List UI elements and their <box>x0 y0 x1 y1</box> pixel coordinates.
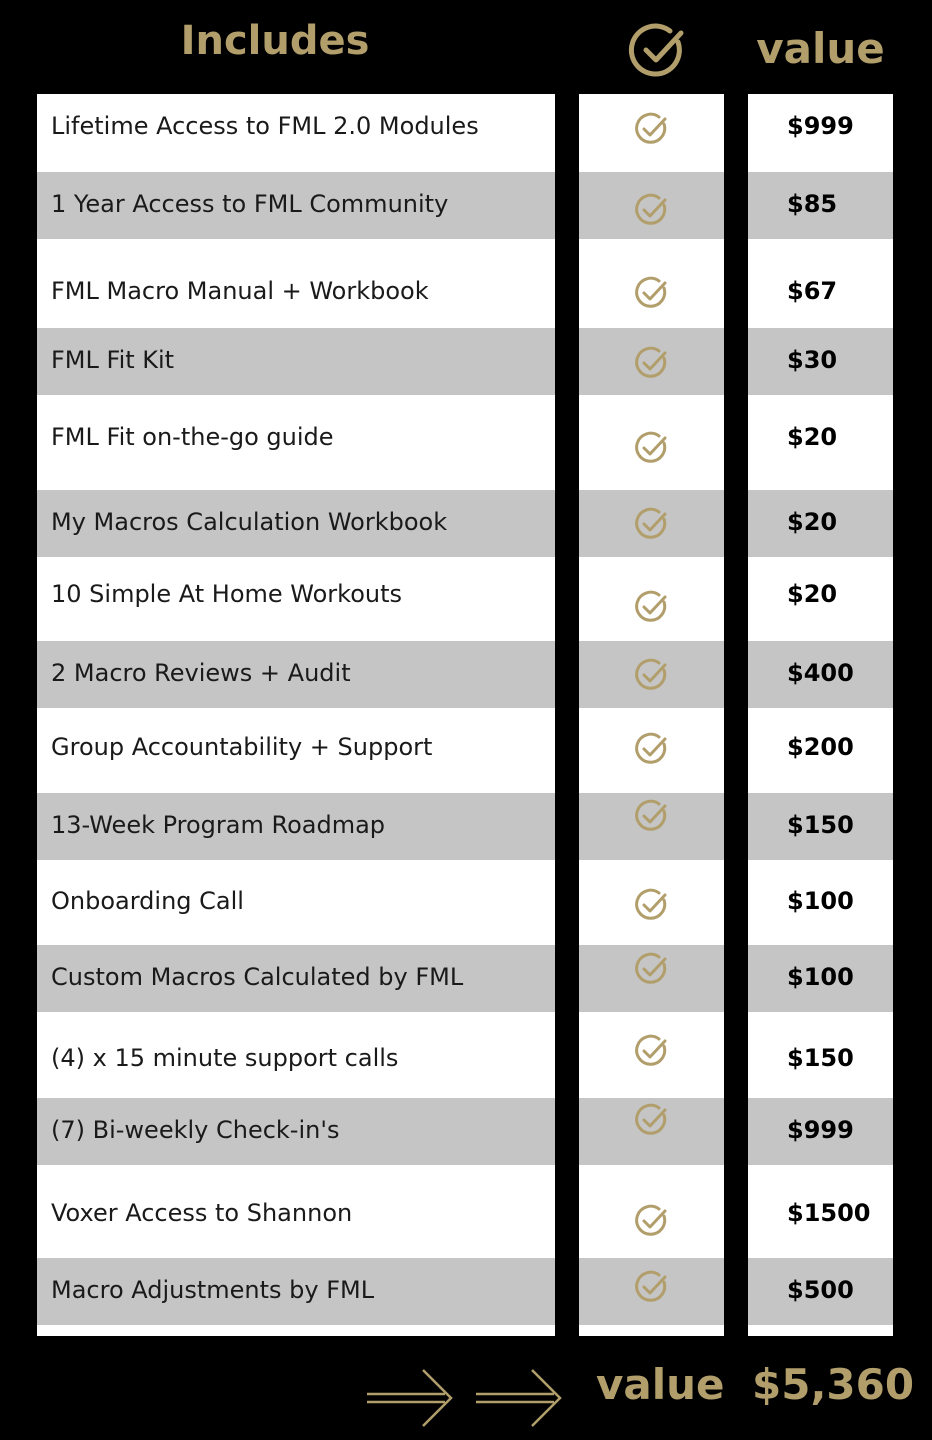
item-label: 13-Week Program Roadmap <box>51 811 386 839</box>
check-circle-icon <box>634 275 670 311</box>
table-row <box>748 1012 893 1098</box>
table-row <box>579 395 724 490</box>
item-value: $20 <box>787 580 838 608</box>
table-row <box>579 94 724 172</box>
check-circle-icon <box>628 20 688 80</box>
table-row <box>579 557 724 641</box>
check-circle-icon <box>634 1102 670 1138</box>
table-row <box>748 708 893 793</box>
check-circle-icon <box>634 951 670 987</box>
table-row <box>579 172 724 239</box>
table-row <box>37 94 555 172</box>
table-row <box>748 945 893 1012</box>
table-row <box>579 1258 724 1325</box>
item-label: 1 Year Access to FML Community <box>51 190 449 218</box>
table-row <box>37 1165 555 1258</box>
check-circle-icon <box>634 798 670 834</box>
table-row <box>579 793 724 860</box>
table-row <box>748 94 893 172</box>
table-row <box>37 641 555 708</box>
item-label: 2 Macro Reviews + Audit <box>51 659 351 687</box>
table-row <box>37 945 555 1012</box>
item-value: $150 <box>787 811 854 839</box>
includes-heading: Includes <box>180 18 370 64</box>
check-circle-icon <box>634 657 670 693</box>
check-circle-icon <box>634 1203 670 1239</box>
table-row <box>748 1165 893 1258</box>
table-row <box>37 708 555 793</box>
item-label: Voxer Access to Shannon <box>51 1199 353 1227</box>
item-value: $500 <box>787 1276 854 1304</box>
table-row <box>579 239 724 328</box>
table-row <box>579 945 724 1012</box>
total-value-label: value <box>596 1360 725 1409</box>
check-circle-icon <box>634 345 670 381</box>
item-label: 10 Simple At Home Workouts <box>51 580 403 608</box>
arrow-right-icon <box>474 1368 564 1428</box>
check-circle-icon <box>634 589 670 625</box>
table-row <box>748 1258 893 1325</box>
table-row <box>748 239 893 328</box>
table-row <box>37 860 555 945</box>
total-value-amount: $5,360 <box>752 1360 915 1409</box>
table-row <box>579 1165 724 1258</box>
check-circle-icon <box>634 111 670 147</box>
item-value: $200 <box>787 733 854 761</box>
table-row <box>748 1098 893 1165</box>
check-circle-icon <box>634 506 670 542</box>
table-row <box>37 1098 555 1165</box>
item-label: FML Fit on-the-go guide <box>51 423 334 451</box>
item-value: $400 <box>787 659 854 687</box>
table-row <box>37 328 555 395</box>
item-value: $85 <box>787 190 838 218</box>
item-label: Macro Adjustments by FML <box>51 1276 375 1304</box>
item-label: My Macros Calculation Workbook <box>51 508 448 536</box>
table-row <box>748 641 893 708</box>
item-value: $150 <box>787 1044 854 1072</box>
table-row <box>579 490 724 557</box>
check-circle-icon <box>634 192 670 228</box>
table-row <box>37 395 555 490</box>
table-row <box>748 395 893 490</box>
table-row <box>748 557 893 641</box>
table-row <box>579 1098 724 1165</box>
table-row <box>37 1258 555 1325</box>
item-value: $30 <box>787 346 838 374</box>
table-row <box>579 1012 724 1098</box>
table-row <box>37 490 555 557</box>
check-circle-icon <box>634 430 670 466</box>
check-circle-icon <box>634 731 670 767</box>
item-value: $20 <box>787 423 838 451</box>
check-circle-icon <box>634 1033 670 1069</box>
table-row <box>579 860 724 945</box>
item-value: $100 <box>787 963 854 991</box>
check-circle-icon <box>634 887 670 923</box>
table-row <box>37 239 555 328</box>
item-label: FML Macro Manual + Workbook <box>51 277 429 305</box>
item-label: Onboarding Call <box>51 887 244 915</box>
table-row <box>37 793 555 860</box>
table-row <box>748 490 893 557</box>
table-row <box>748 328 893 395</box>
item-label: Custom Macros Calculated by FML <box>51 963 464 991</box>
table-row <box>37 172 555 239</box>
item-label: Lifetime Access to FML 2.0 Modules <box>51 112 479 140</box>
table-row <box>748 793 893 860</box>
item-label: FML Fit Kit <box>51 346 175 374</box>
item-value: $100 <box>787 887 854 915</box>
arrow-right-icon <box>365 1368 455 1428</box>
item-value: $67 <box>787 277 838 305</box>
value-column <box>748 94 893 1336</box>
item-value: $1500 <box>787 1199 871 1227</box>
value-heading: value <box>756 24 885 73</box>
table-row <box>37 1012 555 1098</box>
item-label: (4) x 15 minute support calls <box>51 1044 399 1072</box>
item-value: $999 <box>787 112 854 140</box>
table-row <box>748 172 893 239</box>
table-row <box>748 860 893 945</box>
item-value: $999 <box>787 1116 854 1144</box>
check-column <box>579 94 724 1336</box>
item-value: $20 <box>787 508 838 536</box>
check-circle-icon <box>634 1269 670 1305</box>
table-row <box>579 641 724 708</box>
table-row <box>37 557 555 641</box>
item-label: Group Accountability + Support <box>51 733 433 761</box>
table-row <box>579 328 724 395</box>
includes-column <box>37 94 555 1336</box>
item-label: (7) Bi-weekly Check-in's <box>51 1116 340 1144</box>
table-row <box>579 708 724 793</box>
